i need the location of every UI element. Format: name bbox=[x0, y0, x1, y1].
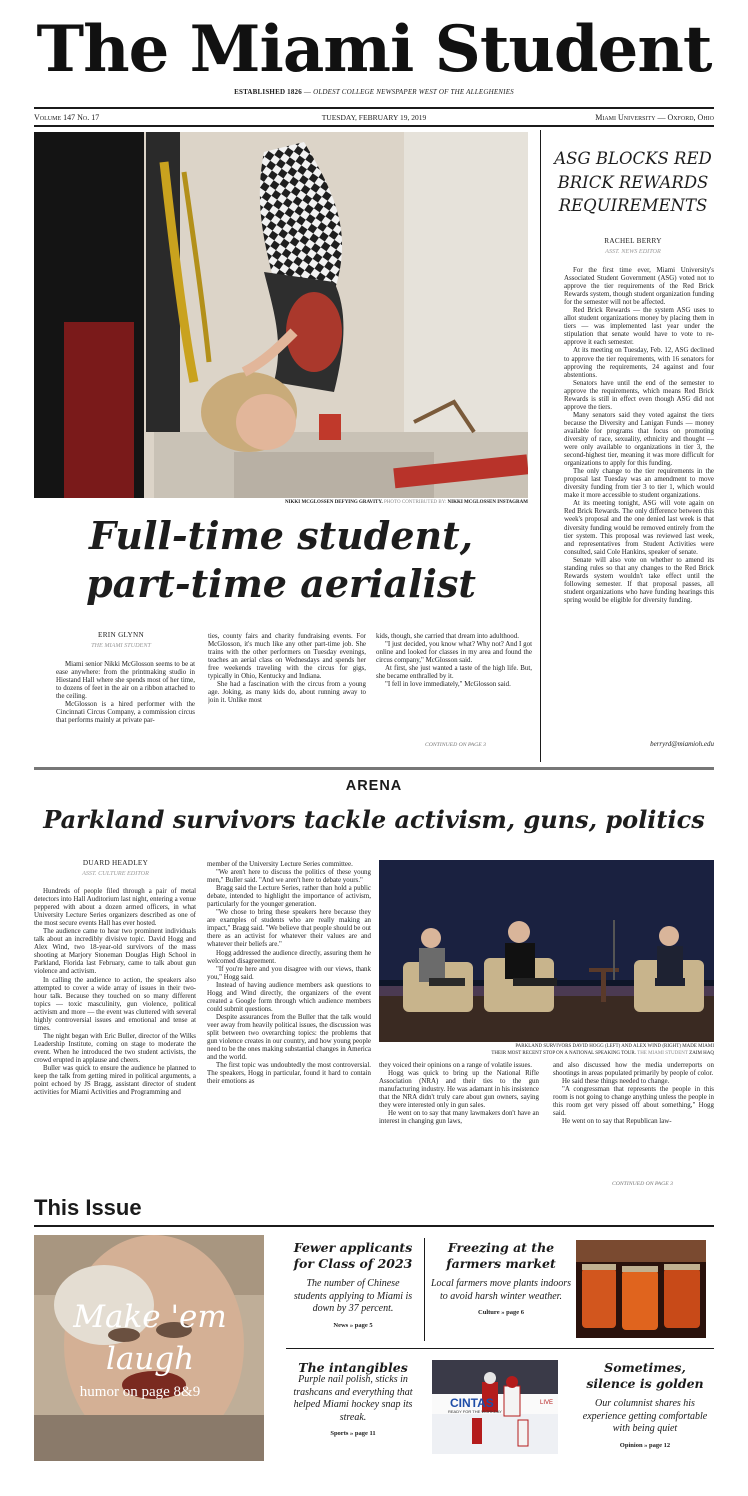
teaser-opinion[interactable] bbox=[576, 1360, 714, 1449]
feature-title-line1: Make 'em bbox=[73, 1299, 227, 1335]
dateline-rule bbox=[34, 125, 714, 127]
arena-byline-role: ASST. CULTURE EDITOR bbox=[82, 870, 149, 877]
teaser-culture-title bbox=[431, 1240, 571, 1272]
teaser-opinion-section: Opinion » page 12 bbox=[619, 1441, 671, 1449]
lead-headline-line1: Full-time student, bbox=[89, 513, 473, 558]
asg-para: At its meeting on Tuesday, Feb. 12, ASG declined to approve the tier requirements, with 16 senators for approving the requirements, 24 against and four abstentions. bbox=[564, 346, 714, 379]
arena-para: He said these things needed to change. bbox=[562, 1077, 670, 1086]
farmers-market-photo[interactable] bbox=[576, 1240, 706, 1338]
lead-para: Miami senior Nikki McGlosson seems to be at ease anywhere: from the printmaking studio in Hiestand Hall where she spends most of her time, to dozens of feet in the air on a ribbon attached to the ceiling. bbox=[56, 660, 195, 701]
asg-headline-line3: REQUIREMENTS bbox=[558, 196, 708, 215]
lead-column-2 bbox=[208, 632, 366, 770]
teaser-culture[interactable] bbox=[431, 1240, 571, 1316]
lead-para: ties, county fairs and charity fundraising events. For McGlosson, it's much like any other part-time job. She trains with the other performers on Tuesday evenings, teaches an aerial class on Wednesdays and spends her free weekends traveling with the circus for gigs, typically in Ohio, Kentucky and Indiana. bbox=[208, 632, 366, 681]
arena-para: Bragg said the Lecture Series, rather than hold a public debate, intended to highlight the importance of activism, particularly for the younger generation. bbox=[207, 884, 371, 909]
asg-para: For the first time ever, Miami University's Associated Student Government (ASG) voted not to approve the tier requirements of the Red Brick Rewards system, though student organization funding for the semester will not be affected. bbox=[564, 266, 714, 307]
tagline-text: OLDEST COLLEGE NEWSPAPER WEST OF THE ALLEGHENIES bbox=[313, 88, 514, 96]
asg-para: At its meeting tonight, ASG will vote again on Red Brick Rewards. The only difference between this week's proposal and the one denied last week is that diversity funding would be removed entirely from the tier system. This proposal was reviewed last week, and representatives from Student Activities were consulted, said Cole Hankins, speaker of senate. bbox=[564, 499, 714, 556]
arena-para: and also discussed how the media underreports on shootings in areas populated primarily by people of color. bbox=[553, 1061, 714, 1078]
arena-headline: Parkland survivors tackle activism, guns, politics bbox=[43, 805, 705, 834]
feature-title-line2: laugh bbox=[105, 1341, 195, 1377]
parkland-caption-credit: THE MIAMI STUDENT bbox=[637, 1050, 688, 1056]
rink-ad-right: LIVE bbox=[540, 1400, 554, 1406]
parkland-photo-caption bbox=[379, 1044, 714, 1057]
asg-email[interactable]: berryrd@miamioh.edu bbox=[650, 740, 714, 748]
lead-continued[interactable]: CONTINUED ON PAGE 3 bbox=[424, 742, 486, 748]
lead-caption-text: NIKKI MCGLOSSEN DEFYING GRAVITY. bbox=[284, 500, 383, 505]
parkland-caption-line2-text: THEIR MOST RECENT STOP ON A NATIONAL SPEAKING TOUR. bbox=[491, 1050, 636, 1056]
teaser-title-line: Freezing at the bbox=[447, 1240, 555, 1255]
this-issue-rule bbox=[34, 1225, 714, 1227]
arena-column-2 bbox=[207, 860, 371, 1178]
lead-photo-caption bbox=[34, 500, 528, 505]
asg-byline-role: ASST. NEWS EDITOR bbox=[605, 248, 661, 255]
parkland-stage-illustration bbox=[379, 860, 714, 1042]
arena-para: Hundreds of people filed through a pair of metal detectors into Hall Auditorium last night, entering a venue peppered with about a dozen armed officers, in what University Lecture Series organizers described as one of the most secure events Hall has ever hosted. bbox=[34, 887, 196, 928]
jars-illustration bbox=[576, 1240, 706, 1338]
arena-para: "We aren't here to discuss the politics of these young men," Buller said. "And we aren't here to debate yours." bbox=[207, 868, 371, 885]
lead-caption-credit-name: NIKKI MCGLOSSEN INSTAGRAM bbox=[447, 500, 528, 505]
established-text: ESTABLISHED 1826 bbox=[234, 88, 302, 96]
arena-para: Despite assurances from the Buller that the talk would veer away from heavily political issues, the discussion was split between two overarching topics: the problems that gun violence creates in our country, and how young people need to be the ones making substantial changes in America and the world. bbox=[207, 1012, 371, 1062]
lead-para: McGlosson is a hired performer with the Cincinnati Circus Company, a commission circus that performs mainly at private par- bbox=[56, 700, 195, 725]
arena-para: "If you're here and you disagree with our views, thank you," Hogg said. bbox=[207, 964, 371, 981]
this-issue-title: This Issue bbox=[34, 1195, 142, 1220]
lead-column-1 bbox=[56, 660, 195, 774]
arena-para: He went on to say that Republican law- bbox=[562, 1117, 672, 1126]
arena-para: member of the University Lecture Series committee. bbox=[207, 860, 353, 868]
asg-para: Senate will also vote on whether to amend its standing rules so that any changes to the Red Brick Rewards system wouldn't take effect until the following semester. If that proposal passes, all student organizations who have funding hearings this spring would be eligible for diversity funding. bbox=[564, 555, 714, 604]
teaser-opinion-desc: Our columnist shares his experience getting comfortable with being quiet bbox=[582, 1398, 708, 1434]
teaser-news[interactable] bbox=[289, 1240, 417, 1329]
arena-para: The night began with Eric Buller, director of the Wilks Leadership Institute, coming on stage to moderate the event. When he introduced the two student activists, the crowd erupted in applause and cheers. bbox=[34, 1031, 196, 1064]
arena-para: "We chose to bring these speakers here because they are examples of students who are really making an impact," Bragg said. "We believe that people should be out there as an activist for whatever their values are and whatever their beliefs are." bbox=[207, 908, 371, 949]
arena-column-3 bbox=[379, 1061, 539, 1179]
asg-para: Senators have until the end of the semester to approve the requirements, which means Red Brick Rewards is still in effect even though ASG did not approve the tiers. bbox=[564, 378, 714, 411]
teaser-news-section: News » page 5 bbox=[333, 1321, 373, 1329]
arena-para: The audience came to hear two prominent individuals talk about an incredibly divisive topic. David Hogg and Alex Wind, two 18-year-old survivors of the mass shooting at Marjory Stoneman Douglas High School in Parkland, Florida last February, came to talk about gun violence and activism. bbox=[34, 927, 196, 976]
teaser-title-line: The intangibles bbox=[298, 1360, 408, 1375]
arena-column-1 bbox=[34, 887, 196, 1177]
teaser-sports-section: Sports » page 11 bbox=[330, 1430, 376, 1437]
hockey-photo[interactable] bbox=[432, 1360, 558, 1454]
asg-byline: RACHEL BERRY bbox=[604, 237, 662, 245]
arena-para: Hogg addressed the audience directly, assuring them he welcomed disagreement. bbox=[207, 948, 371, 965]
teaser-opinion-title bbox=[576, 1360, 714, 1392]
teaser-sports-desc: Purple nail polish, sticks in trashcans and everything that helped Miami hockey snap its streak. bbox=[293, 1374, 413, 1423]
rink-ad-sub: READY FOR THE WORKDAY bbox=[448, 1409, 502, 1414]
parkland-caption-line2 bbox=[379, 1051, 714, 1058]
arena-para: He went on to say that many lawmakers don't have an interest in changing gun laws, bbox=[379, 1109, 539, 1126]
arena-para: Hogg was quick to bring up the National Rifle Association (NRA) and their ties to the gun manufacturing industry. He was adamant in his insistence that the NRA didn't truly care about gun owners, saying they were interested only in gun sales. bbox=[379, 1069, 539, 1110]
arena-kicker: ARENA bbox=[345, 778, 403, 794]
location: Miami University — Oxford, Ohio bbox=[595, 113, 714, 122]
asg-headline-line2: BRICK REWARDS bbox=[557, 172, 709, 192]
teaser-title-line: Sometimes, bbox=[604, 1360, 686, 1375]
asg-body bbox=[564, 266, 714, 730]
arena-para: The first topic was undoubtedly the most controversial. The speakers, Hogg in particular, found it hard to contain their emotions as bbox=[207, 1061, 371, 1086]
feature-laugh-title bbox=[40, 1296, 260, 1380]
teaser-culture-section: Culture » page 6 bbox=[478, 1309, 524, 1316]
arena-para: Buller was quick to ensure the audience he planned to keep the talk from getting mired in political arguments, a point echoed by JS Bragg, assistant director of student activities for Miami Activities and Programming and bbox=[34, 1064, 196, 1097]
asg-headline-line1: ASG BLOCKS RED bbox=[554, 149, 712, 168]
aerialist-illustration bbox=[34, 132, 528, 498]
lead-para: She had a fascination with the circus from a young age. Joking, as many kids do, about running away to join it. Unlike most bbox=[208, 680, 366, 705]
lead-para: At first, she just wanted a taste of the high life. But, she became enthralled by it. bbox=[376, 664, 532, 681]
asg-para: Red Brick Rewards — the system ASG uses to allot student organizations money by placing them in tiers — was implemented last year under the stipulation that senate would have to vote to re-approve it each semester. bbox=[564, 306, 714, 347]
section-rule bbox=[34, 767, 714, 770]
teaser-title-line: Fewer applicants bbox=[293, 1240, 413, 1255]
teaser-title-line: for Class of 2023 bbox=[293, 1256, 413, 1271]
asg-para: Many senators said they voted against the tiers because the Diversity and Lanigan Funds — money available for programs that focus on promoting diversity of race, sexuality, ethnicity and thought — were only available to organizations in tier 3, the second-highest tier, meaning it was more difficult for organizations to apply for this funding. bbox=[564, 410, 714, 468]
lead-headline-line2: part-time aerialist bbox=[86, 561, 476, 606]
column-divider bbox=[540, 130, 541, 762]
asg-headline bbox=[548, 147, 718, 218]
teaser-divider bbox=[424, 1238, 425, 1341]
arena-para: they voiced their opinions on a range of volatile issues. bbox=[379, 1061, 532, 1069]
arena-para: "A congressman that represents the people in this room is not going to change anything unless the people in this room get very pissed off about something," Hogg said. bbox=[553, 1085, 714, 1118]
arena-column-4 bbox=[553, 1061, 714, 1179]
teaser-title-line: silence is golden bbox=[586, 1376, 704, 1391]
lead-column-3 bbox=[376, 632, 532, 742]
teaser-news-desc: The number of Chinese students applying to Miami is down by 37 percent. bbox=[293, 1278, 413, 1314]
arena-byline: DUARD HEADLEY bbox=[82, 859, 149, 867]
teaser-sports[interactable] bbox=[289, 1360, 417, 1437]
teaser-row-rule bbox=[286, 1348, 714, 1349]
volume: Volume 147 No. 17 bbox=[34, 113, 100, 122]
lead-para: kids, though, she carried that dream into adulthood. bbox=[376, 632, 519, 640]
arena-para: In calling the audience to action, the speakers also attempted to cover a wide array of issues in their two-hour talk. Because they touched on so many different topics — toxic masculinity, gun violence, political activism and more — the event was cluttered with several highly controversial issues and emotional and tense at times. bbox=[34, 975, 196, 1032]
parkland-caption-name: ZAIM HAQ bbox=[689, 1050, 714, 1056]
lead-byline: ERIN GLYNN bbox=[98, 631, 144, 639]
lead-para: "I just decided, you know what? Why not? And I got online and looked for classes in my area and found the circus company," McGlosson said. bbox=[376, 640, 532, 665]
top-rule bbox=[34, 107, 714, 109]
lead-caption-credit: PHOTO CONTRIBUTED BY: bbox=[384, 500, 447, 505]
parkland-caption-line1: PARKLAND SURVIVORS DAVID HOGG (LEFT) AND ALEX WIND (RIGHT) MADE MIAMI bbox=[515, 1044, 714, 1049]
date: TUESDAY, FEBRUARY 19, 2019 bbox=[321, 113, 427, 122]
arena-para: Instead of having audience members ask questions to Hogg and Wind directly, the organizers of the event created a Google form through which audience members could submit questions. bbox=[207, 980, 371, 1013]
teaser-title-line: farmers market bbox=[446, 1256, 556, 1271]
lead-para: "I fell in love immediately," McGlosson said. bbox=[385, 680, 511, 689]
masthead-tagline: ESTABLISHED 1826 — OLDEST COLLEGE NEWSPAPER WEST OF THE ALLEGHENIES bbox=[234, 88, 514, 96]
feature-laugh-sub: humor on page 8&9 bbox=[79, 1384, 201, 1400]
teaser-culture-desc: Local farmers move plants indoors to avoid harsh winter weather. bbox=[431, 1278, 571, 1302]
teaser-news-title bbox=[289, 1240, 417, 1272]
masthead-title: The Miami Student bbox=[36, 12, 712, 87]
rink-ad-text: CINTAS bbox=[450, 1396, 494, 1410]
aerialist-photo bbox=[34, 132, 528, 498]
arena-continued[interactable]: CONTINUED ON PAGE 3 bbox=[611, 1181, 673, 1187]
lead-headline bbox=[34, 512, 528, 608]
parkland-photo bbox=[379, 860, 714, 1042]
lead-byline-role: THE MIAMI STUDENT bbox=[91, 642, 151, 649]
asg-para: The only change to the tier requirements in the proposal last Tuesday was an amendment to move diversity funding from tier 3 to tier 1, which would make it more accessible to student organizations. bbox=[564, 467, 714, 500]
